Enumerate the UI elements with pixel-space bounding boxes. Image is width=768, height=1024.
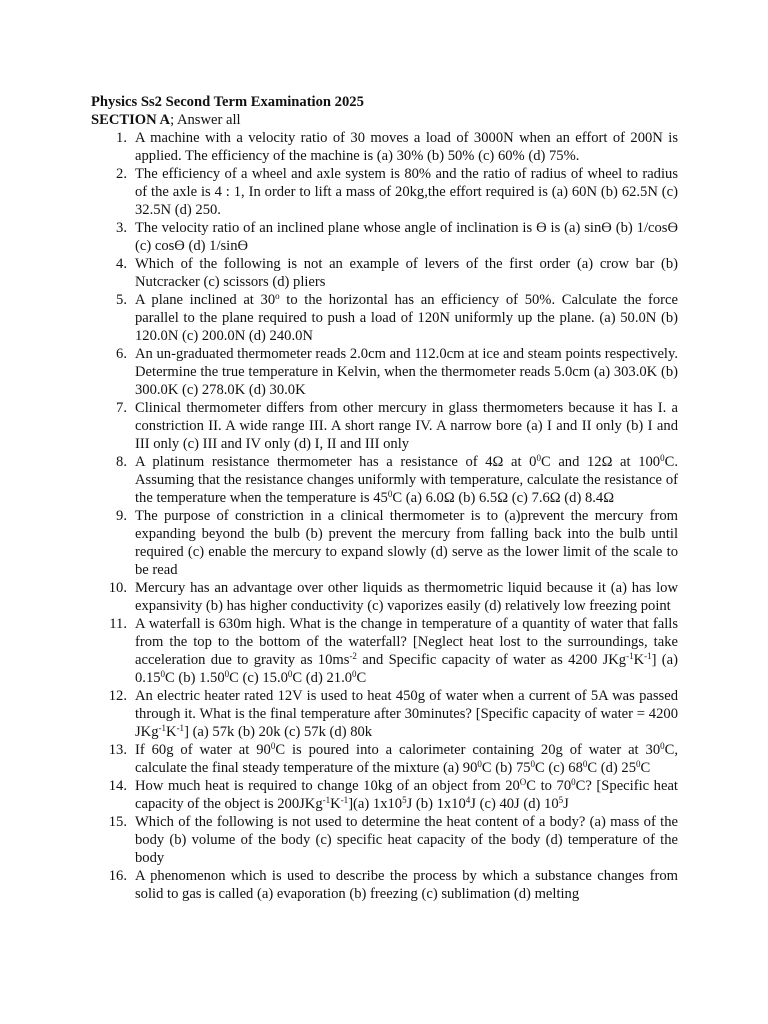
- section-heading: [91, 112, 678, 130]
- question-number: 14.: [108, 778, 127, 794]
- question-text: C and 12Ω at 100: [540, 454, 661, 470]
- question-text: The velocity ratio of an inclined plane whose angle of inclination is ϴ is (a) sinϴ (b) 1/cosϴ (c) cosϴ (d) 1/sinϴ: [135, 220, 678, 254]
- question-number: 2.: [116, 166, 127, 182]
- question-text: C (b) 1.50: [165, 670, 225, 686]
- superscript: -1: [626, 651, 634, 661]
- question-item: [91, 579, 678, 615]
- superscript: -1: [322, 795, 331, 805]
- question-item: [91, 453, 678, 507]
- superscript: 5: [402, 795, 407, 805]
- question-text: The efficiency of a wheel and axle system is 80% and the ratio of radius of wheel to radius of the axle is 4 : 1, In order to lift a mass of 20kg,the effort required is (a) 60N (b) 62.5N (c) 32.5N (d) 250.: [135, 166, 678, 218]
- question-text: A machine with a velocity ratio of 30 moves a load of 3000N when an effort of 200N is applied. The efficiency of the machine is (a) 30% (b) 50% (c) 60% (d) 75%.: [135, 130, 678, 164]
- question-number: 9.: [116, 508, 127, 524]
- question-item: [91, 867, 678, 903]
- superscript: 5: [558, 795, 564, 805]
- question-text: K: [633, 652, 645, 668]
- question-item: [91, 813, 678, 867]
- question-text: C (d) 25: [587, 760, 637, 776]
- question-text: An un-graduated thermometer reads 2.0cm and 112.0cm at ice and steam points respectively. Determine the true temperature in Kelvin, when the thermometer reads 5.0cm (a) 303.0K (b) 300.0K (c) 278.0K (d) 30.0K: [135, 346, 678, 398]
- question-text: C, calculate the final steady temperature of the mixture (a) 90: [135, 742, 679, 776]
- question-item: [91, 165, 678, 219]
- question-item: [91, 129, 678, 165]
- question-text: A waterfall is 630m high. What is the change in temperature of a quantity of water that falls from the top to the bottom of the waterfall? [Neglect heat lost to the surroundings, take acceleration due to gravity as 10ms: [135, 616, 678, 668]
- superscript: 0: [160, 669, 166, 679]
- question-text: C: [640, 760, 651, 776]
- superscript: 0: [660, 453, 665, 463]
- question-text: A phenomenon which is used to describe the process by which a substance changes from solid to gas is called (a) evaporation (b) freezing (c) sublimation (d) melting: [135, 868, 678, 902]
- question-number: 3.: [116, 220, 127, 236]
- question-text: C? [Specific heat capacity of the object is 200JKg: [135, 778, 678, 812]
- superscript: 0: [660, 741, 665, 751]
- question-text: C. Assuming that the resistance changes uniformly with temperature, calculate the resistance of the temperature when the temperature is 45: [135, 454, 678, 506]
- question-item: [91, 255, 678, 291]
- superscript: 0: [270, 741, 276, 751]
- question-number: 6.: [116, 346, 127, 362]
- question-text: C is poured into a calorimeter containing 20g of water at 30: [275, 742, 661, 758]
- question-text: Which of the following is not used to determine the heat content of a body? (a) mass of the body (b) volume of the body (c) specific heat capacity of the body (d) temperature of the body: [135, 814, 678, 866]
- question-text: ](a) 1x10: [348, 796, 403, 812]
- question-text: Which of the following is not an example of levers of the first order (a) crow bar (b) Nutcracker (c) scissors (d) pliers: [135, 256, 678, 290]
- section-label: SECTION A: [91, 111, 171, 128]
- question-number: 5.: [116, 292, 127, 308]
- question-item: [91, 615, 678, 687]
- superscript: -1: [176, 723, 185, 733]
- question-text: C (c) 68: [535, 760, 583, 776]
- superscript: 0: [582, 759, 588, 769]
- question-text: A plane inclined at 30: [135, 292, 276, 308]
- question-item: [91, 741, 678, 777]
- question-list: [91, 129, 678, 903]
- superscript: 0: [477, 759, 482, 769]
- question-text: C to 70: [526, 778, 572, 794]
- section-instruction: ; Answer all: [170, 111, 241, 128]
- question-item: [91, 291, 678, 345]
- superscript: 0: [530, 759, 536, 769]
- question-number: 12.: [108, 688, 127, 704]
- question-text: The purpose of constriction in a clinical thermometer is to (a)prevent the mercury from expanding beyond the bulb (b) prevent the mercury from falling back into the bulb until required (c) enable the mercury to expand slowly (d) serve as the lower limit of the scale to be read: [135, 508, 678, 578]
- question-text: C (a) 6.0Ω (b) 6.5Ω (c) 7.6Ω (d) 8.4Ω: [392, 490, 615, 506]
- question-item: [91, 345, 678, 399]
- question-text: J (b) 1x10: [406, 796, 466, 812]
- question-text: ] (a) 0.15: [135, 652, 678, 686]
- question-text: K: [330, 796, 341, 812]
- question-item: [91, 507, 678, 579]
- superscript: 0: [387, 489, 393, 499]
- question-item: [91, 399, 678, 453]
- question-text: C: [356, 670, 367, 686]
- question-number: 16.: [108, 868, 127, 884]
- superscript: -1: [644, 651, 652, 661]
- question-number: 11.: [109, 616, 127, 632]
- question-item: [91, 777, 678, 813]
- question-item: [91, 219, 678, 255]
- question-text: to the horizontal has an efficiency of 50%. Calculate the force parallel to the plane required to push a load of 120N uniformly up the plane. (a) 50.0N (b) 120.0N (c) 200.0N (d) 240.0N: [135, 292, 678, 344]
- superscript: -1: [158, 723, 167, 733]
- superscript: 4: [465, 795, 471, 805]
- question-text: K: [166, 724, 177, 740]
- superscript: 0: [287, 669, 293, 679]
- question-text: J (c) 40J (d) 10: [470, 796, 559, 812]
- superscript: o: [275, 291, 280, 301]
- question-number: 4.: [116, 256, 127, 272]
- question-text: How much heat is required to change 10kg of an object from 20: [135, 778, 520, 794]
- question-text: Mercury has an advantage over other liquids as thermometric liquid because it (a) has low expansivity (b) has higher conductivity (c) vaporizes easily (d) relatively low freezing point: [135, 580, 678, 614]
- question-text: J: [563, 796, 569, 812]
- question-text: C (c) 15.0: [229, 670, 288, 686]
- superscript: -1: [340, 795, 349, 805]
- question-number: 8.: [116, 454, 127, 470]
- question-number: 7.: [116, 400, 127, 416]
- question-text: and Specific capacity of water as 4200 JKg: [356, 652, 627, 668]
- question-text: ] (a) 57k (b) 20k (c) 57k (d) 80k: [184, 724, 373, 740]
- question-text: C (b) 75: [481, 760, 531, 776]
- superscript: 0: [536, 453, 541, 463]
- question-text: Clinical thermometer differs from other mercury in glass thermometers because it has I. a constriction II. A wide range III. A short range IV. A narrow bore (a) I and II only (b) I and III only (c) III and IV only (d) I, II and III only: [135, 400, 678, 452]
- question-number: 10.: [108, 580, 127, 596]
- superscript: -2: [349, 651, 357, 661]
- superscript: 0: [636, 759, 641, 769]
- question-number: 15.: [108, 814, 127, 830]
- question-text: A platinum resistance thermometer has a resistance of 4Ω at 0: [135, 454, 537, 470]
- question-number: 13.: [108, 742, 127, 758]
- superscript: 0: [224, 669, 230, 679]
- superscript: O: [519, 777, 527, 787]
- question-text: C (d) 21.0: [292, 670, 353, 686]
- question-text: If 60g of water at 90: [135, 742, 271, 758]
- superscript: 0: [571, 777, 576, 787]
- document-title: Physics Ss2 Second Term Examination 2025: [91, 94, 364, 110]
- superscript: 0: [352, 669, 357, 679]
- question-text: An electric heater rated 12V is used to heat 450g of water when a current of 5A was passed through it. What is the final temperature after 30minutes? [Specific capacity of water = 4200 JKg: [135, 688, 678, 740]
- question-item: [91, 687, 678, 741]
- question-number: 1.: [116, 130, 127, 146]
